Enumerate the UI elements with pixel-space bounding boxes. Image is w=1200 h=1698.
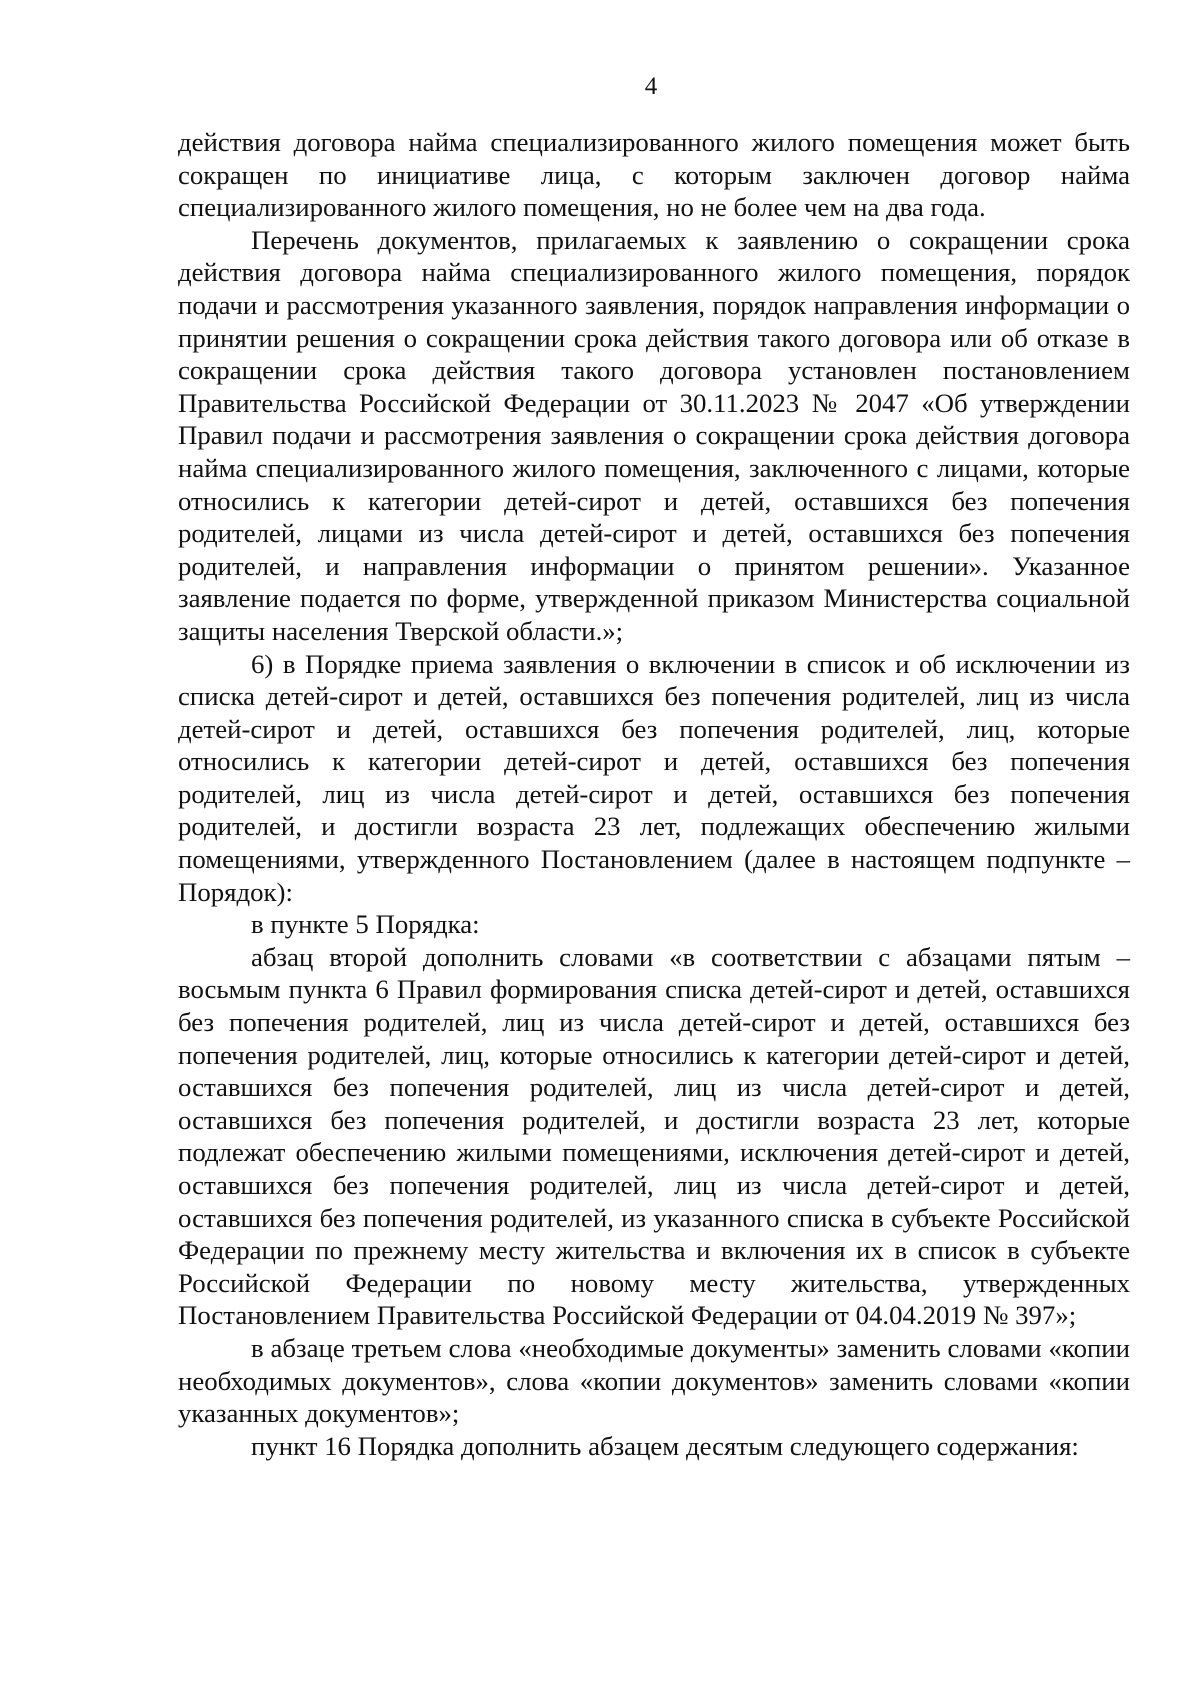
paragraph-continuation: действия договора найма специализированного жилого помещения может быть сокращен по инициативе лица, с которым заключен договор найма специализированного жилого помещения, но не более чем на два года.	[178, 127, 1130, 223]
paragraph-point-16: пункт 16 Порядка дополнить абзацем десятым следующего содержания:	[251, 1430, 1079, 1461]
document-body	[178, 126, 1130, 1462]
paragraph-third-abzac: в абзаце третьем слова «необходимые документы» заменить словами «копии необходимых документов», слова «копии документов» заменить словами «копии указанных документов»;	[178, 1332, 1130, 1429]
paragraph-second-abzac: абзац второй дополнить словами «в соответствии с абзацами пятым – восьмым пункта 6 Правил формирования списка детей-сирот и детей, оставшихся без попечения родителей, лиц из числа детей-сирот и детей, оставшихся без попечения родителей, лиц, которые относились к категории детей-сирот и детей, оставшихся без попечения родителей, лиц из числа детей-сирот и детей, оставшихся без попечения родителей, и достигли возраста 23 лет, которые подлежат обеспечению жилыми помещениями, исключения детей-сирот и детей, оставшихся без попечения родителей, лиц из числа детей-сирот и детей, оставшихся без попечения родителей, из указанного списка в субъекте Российской Федерации по прежнему месту жительства и включения их в список в субъекте Российской Федерации по новому месту жительства, утвержденных Постановлением Правительства Российской Федерации от 04.04.2019 № 397»;	[178, 941, 1130, 1331]
paragraph-documents-list: Перечень документов, прилагаемых к заявлению о сокращении срока действия договора найма специализированного жилого помещения, порядок подачи и рассмотрения указанного заявления, порядок направления информации о принятии решения о сокращении срока действия такого договора или об отказе в сокращении срока действия такого договора установлен постановлением Правительства Российской Федерации от 30.11.2023 № 2047 «Об утверждении Правил подачи и рассмотрения заявления о сокращении срока действия договора найма специализированного жилого помещения, заключенного с лицами, которые относились к категории детей-сирот и детей, оставшихся без попечения родителей, лицами из числа детей-сирот и детей, оставшихся без попечения родителей, и направления информации о принятом решении». Указанное заявление подается по форме, утвержденной приказом Министерства социальной защиты населения Тверской области.»;	[178, 224, 1130, 646]
paragraph-point-5: в пункте 5 Порядка:	[251, 909, 480, 940]
page-number: 4	[644, 73, 658, 100]
paragraph-item-6: 6) в Порядке приема заявления о включении в список и об исключении из списка детей-сирот и детей, оставшихся без попечения родителей, лиц из числа детей-сирот и детей, оставшихся без попечения родителей, лиц, которые относились к категории детей-сирот и детей, оставшихся без попечения родителей, лиц из числа детей-сирот и детей, оставшихся без попечения родителей, и достигли возраста 23 лет, подлежащих обеспечению жилыми помещениями, утвержденного Постановлением (далее в настоящем подпункте – Порядок):	[178, 648, 1130, 907]
